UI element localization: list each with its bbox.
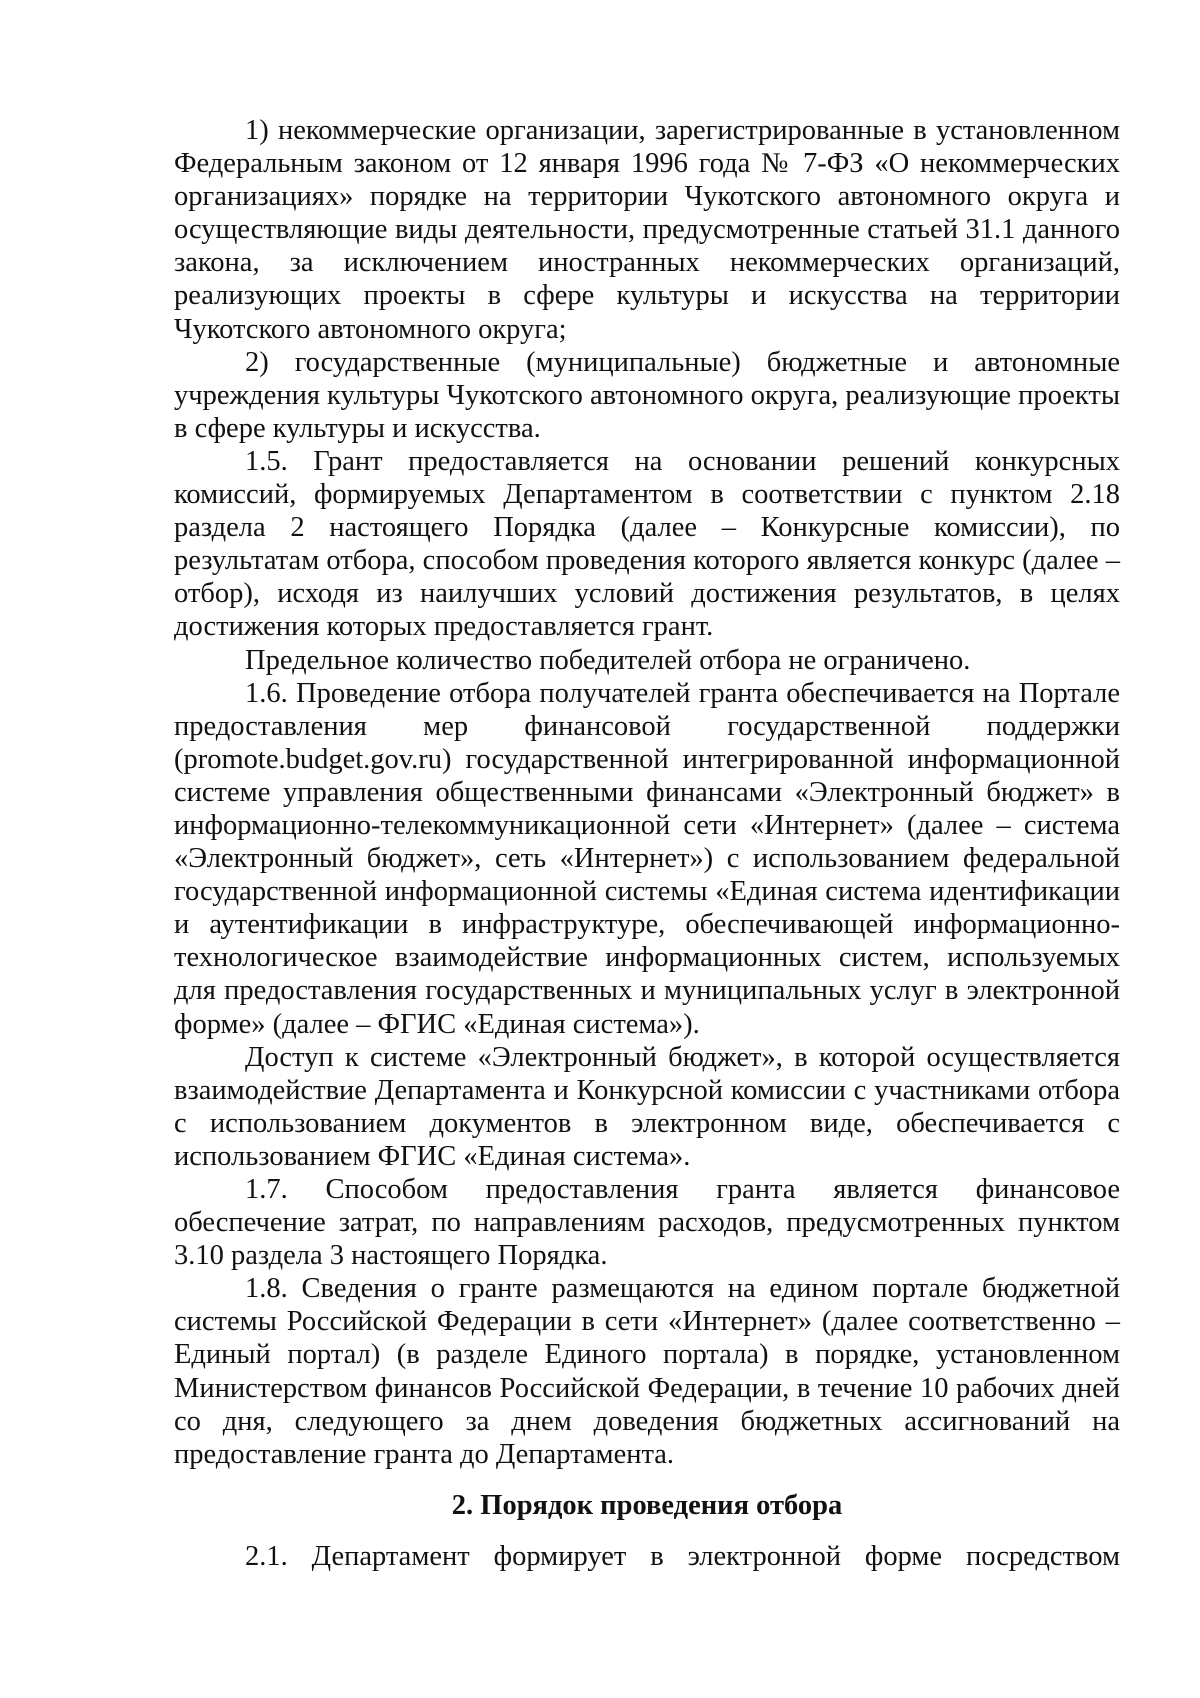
paragraph-1-8: 1.8. Сведения о гранте размещаются на едином портале бюджетной системы Российской Федерации в сети «Интернет» (далее соответственно – Единый портал) (в разделе Единого портала) в порядке, установленном Министерством финансов Российской Федерации, в течение 10 рабочих дней со дня, следующего за днем доведения бюджетных ассигнований на предоставление гранта до Департамента. bbox=[174, 1273, 1120, 1470]
paragraph-1-7: 1.7. Способом предоставления гранта является финансовое обеспечение затрат, по направлениям расходов, предусмотренных пунктом 3.10 раздела 3 настоящего Порядка. bbox=[174, 1174, 1120, 1272]
paragraph-2-1: 2.1. Департамент формирует в электронной форме посредством bbox=[245, 1540, 1120, 1572]
paragraph-winners-limit: Предельное количество победителей отбора не ограничено. bbox=[245, 644, 971, 676]
paragraph-1-6: 1.6. Проведение отбора получателей гранта обеспечивается на Портале предоставления мер финансовой государственной поддержки (promote.budget.gov.ru) государственной интегрированной информационной системе управления общественными финансами «Электронный бюджет» в информационно-телекоммуникационной сети «Интернет» (далее – система «Электронный бюджет», сеть «Интернет») с использованием федеральной государственной информационной системы «Единая система идентификации и аутентификации в инфраструктуре, обеспечивающей информационно-технологическое взаимодействие информационных систем, используемых для предоставления государственных и муниципальных услуг в электронной форме» (далее – ФГИС «Единая система»). bbox=[174, 677, 1120, 1040]
paragraph-1-5: 1.5. Грант предоставляется на основании решений конкурсных комиссий, формируемых Департаментом в соответствии с пунктом 2.18 раздела 2 настоящего Порядка (далее – Конкурсные комиссии), по результатам отбора, способом проведения которого является конкурс (далее – отбор), исходя из наилучших условий достижения результатов, в целях достижения которых предоставляется грант. bbox=[174, 445, 1120, 643]
paragraph-system-access: Доступ к системе «Электронный бюджет», в которой осуществляется взаимодействие Департамента и Конкурсной комиссии с участниками отбора с использованием документов в электронном виде, обеспечивается с использованием ФГИС «Единая система». bbox=[174, 1041, 1120, 1172]
document-page bbox=[174, 114, 1120, 1573]
paragraph-item-2-institutions: 2) государственные (муниципальные) бюджетные и автономные учреждения культуры Чукотского автономного округа, реализующие проекты в сфере культуры и искусства. bbox=[174, 346, 1120, 444]
section-heading: 2. Порядок проведения отбора bbox=[451, 1489, 843, 1521]
paragraph-item-1-nko: 1) некоммерческие организации, зарегистрированные в установленном Федеральным законом от 12 января 1996 года № 7-ФЗ «О некоммерческих организациях» порядке на территории Чукотского автономного округа и осуществляющие виды деятельности, предусмотренные статьей 31.1 данного закона, за исключением иностранных некоммерческих организаций, реализующих проекты в сфере культуры и искусства на территории Чукотского автономного округа; bbox=[174, 115, 1120, 345]
